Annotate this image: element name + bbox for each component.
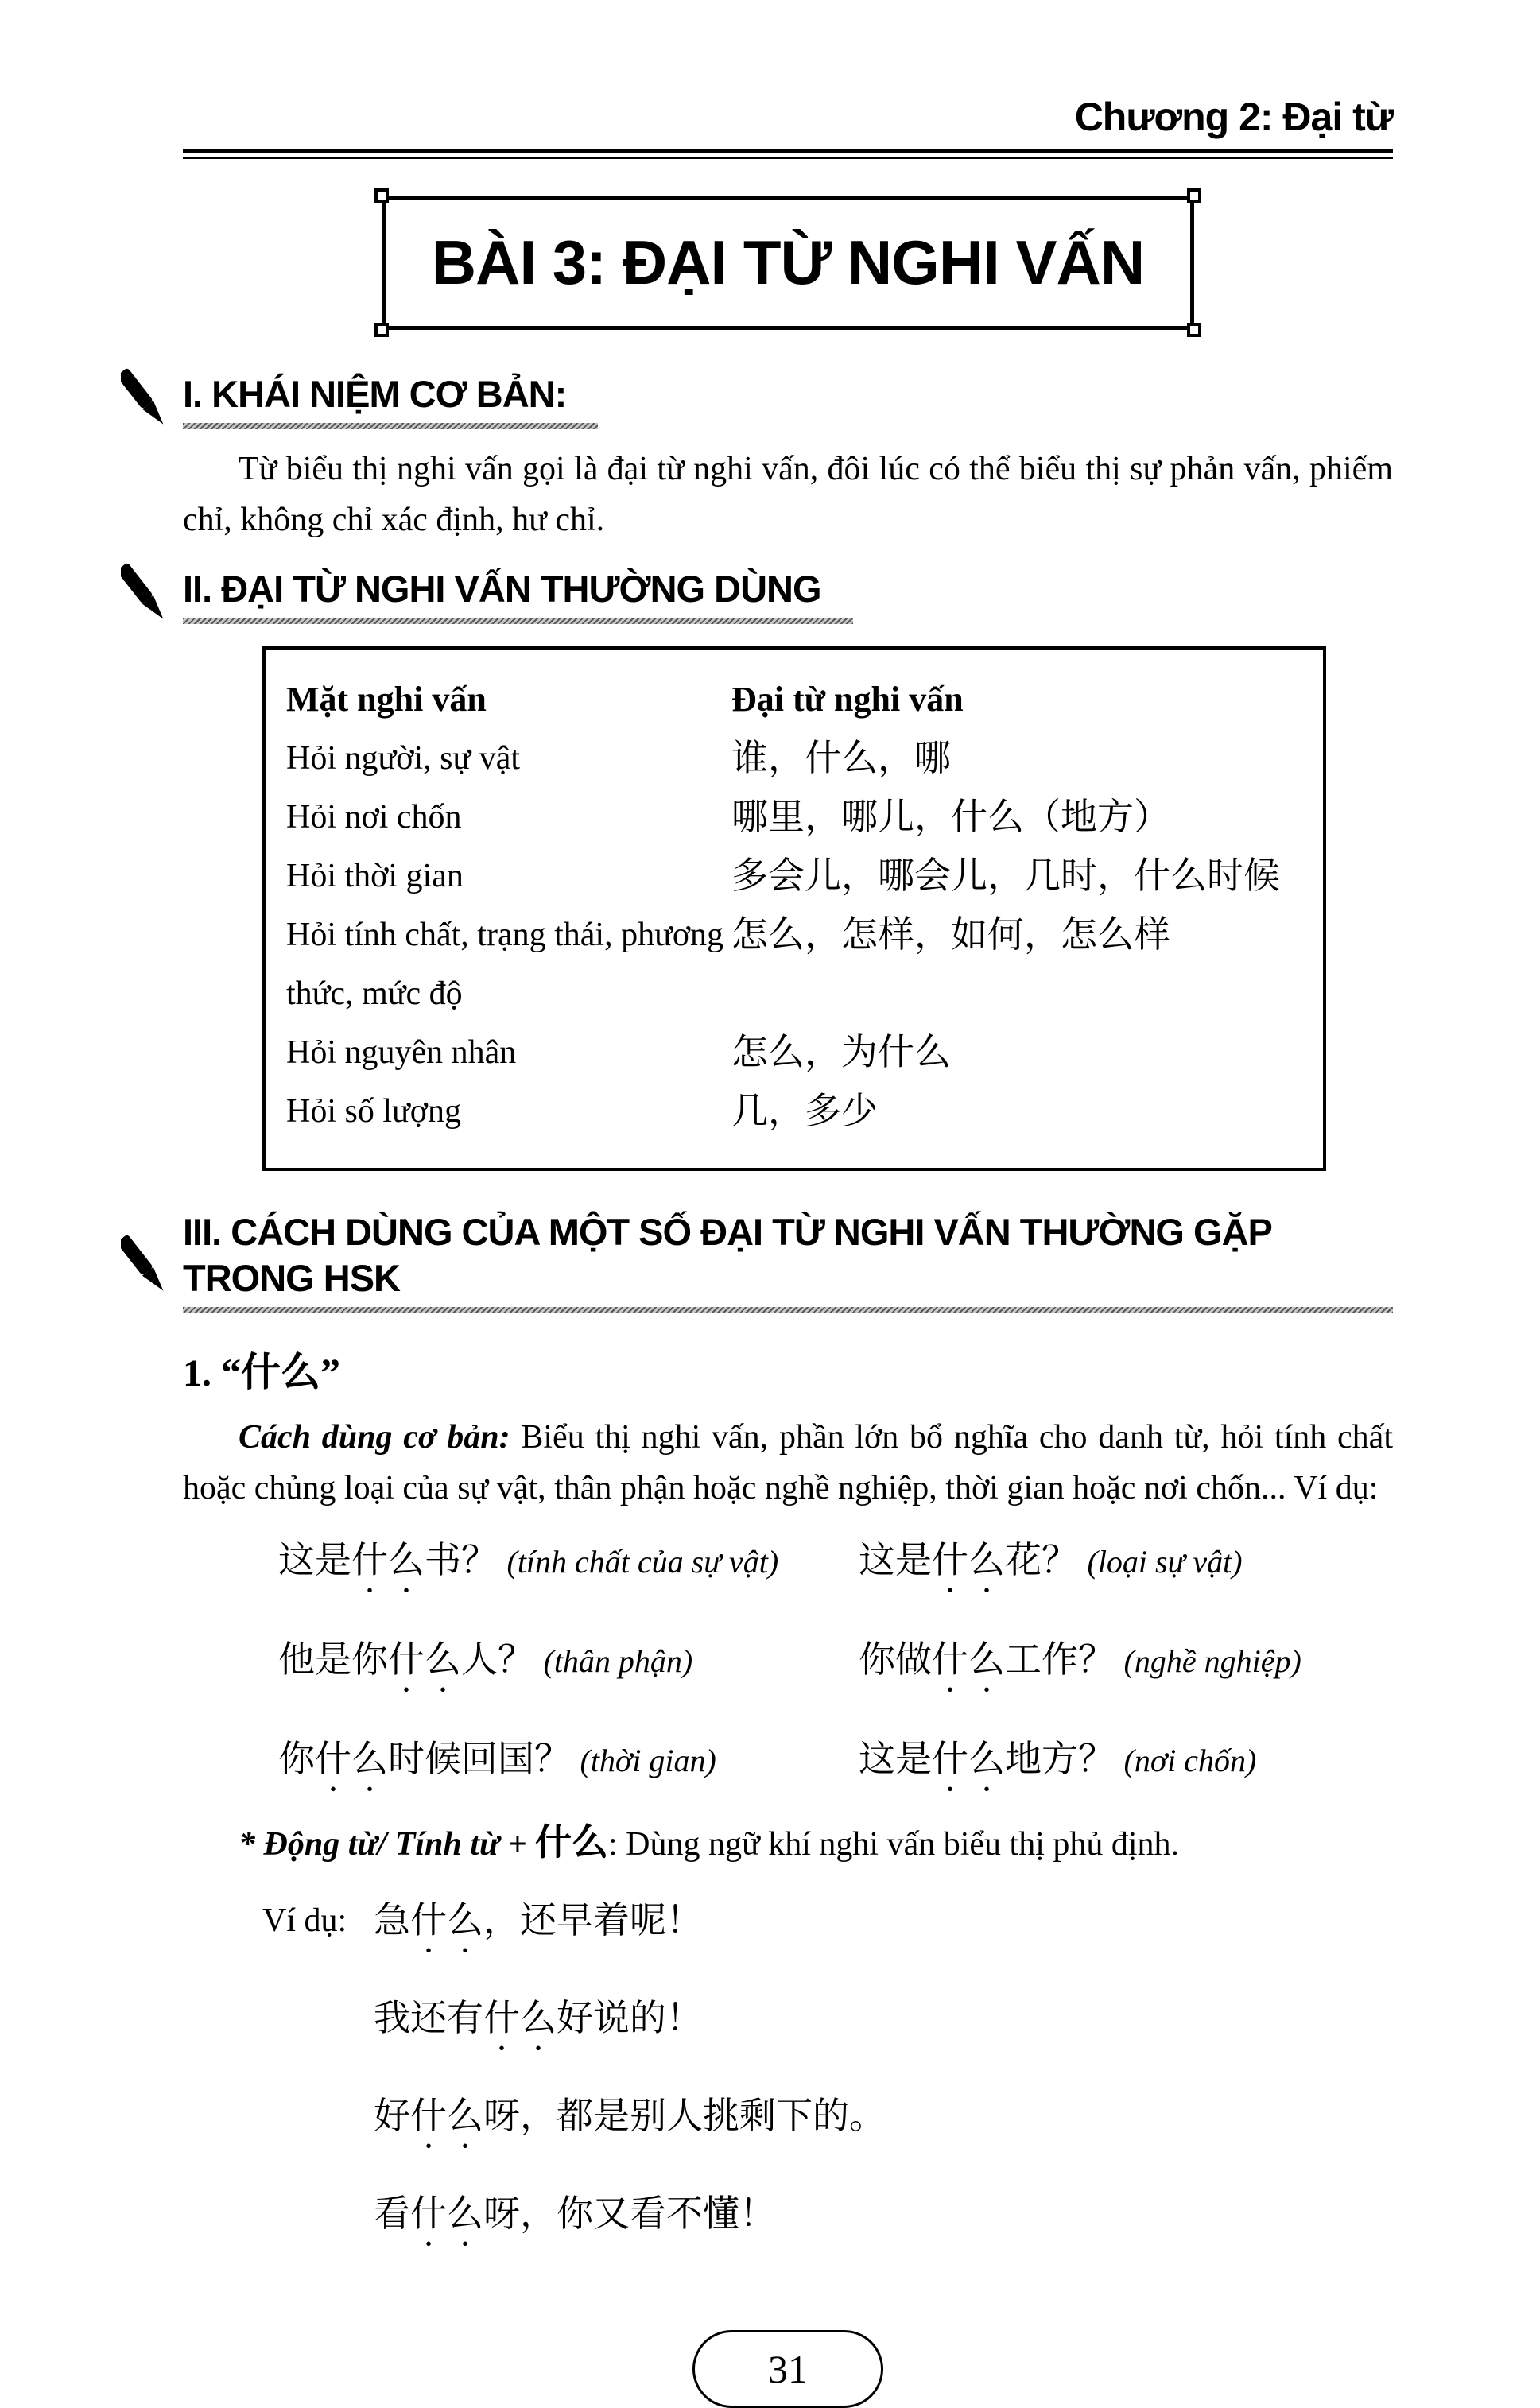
example-item: [278, 1634, 859, 1700]
table-row: [286, 847, 1307, 905]
chinese-text: 这是: [859, 1540, 932, 1580]
vidu-label: Ví dụ:: [262, 1902, 347, 1939]
example-row: [278, 1733, 1393, 1799]
chinese-emphasized: 什么: [932, 1739, 1005, 1779]
section-3-title-line1: III. CÁCH DÙNG CỦA MỘT SỐ ĐẠI TỪ NGHI VẤN THƯỜNG GẶP: [183, 1210, 1272, 1253]
chinese-text: 他是你: [278, 1639, 388, 1680]
indent-spacer: [262, 2088, 374, 2156]
section-2-title: II. ĐẠI TỪ NGHI VẤN THƯỜNG DÙNG: [183, 567, 821, 610]
example-item: [278, 1733, 859, 1799]
chinese-emphasized: 什么: [410, 2193, 483, 2234]
example-item: [278, 1534, 859, 1600]
section-3-title-line2: TRONG HSK: [183, 1257, 400, 1300]
table-cell: Hỏi số lượng: [286, 1092, 461, 1130]
lesson-title-box: [382, 196, 1194, 330]
table-cell: 谁，什么，哪: [731, 737, 951, 778]
star-rule-text: : Dùng ngữ khí nghi vấn biểu thị phủ định.: [608, 1826, 1180, 1863]
section-underline: [183, 618, 853, 624]
chinese-text: 好什么呀，都是别人挑剩下的。: [374, 2095, 886, 2136]
table-row: [286, 1023, 1307, 1082]
table-cell: 几，多少: [731, 1090, 878, 1131]
table-cell: Hỏi nguyên nhân: [286, 1033, 517, 1071]
corner-ornament: [374, 188, 389, 203]
chinese-emphasized: 什么: [315, 1739, 388, 1779]
chinese-emphasized: 什么: [410, 2095, 483, 2136]
example-row: [278, 1534, 1393, 1600]
vidu-example: [262, 1991, 1393, 2058]
star-rule-label: * Động từ/ Tính từ +: [239, 1826, 535, 1863]
indent-spacer: [262, 1991, 374, 2058]
chinese-text: 花？: [1005, 1540, 1078, 1580]
chinese-emphasized: 什么: [483, 1997, 557, 2038]
example-grid: [278, 1534, 1393, 1799]
page-number: 31: [768, 2346, 808, 2391]
table-cell: Hỏi tính chất, trạng thái, phương thức, mức độ: [286, 916, 724, 1012]
table-cell: Hỏi thời gian: [286, 857, 464, 894]
indent-spacer: [262, 2186, 374, 2254]
pen-nib-icon: [121, 1233, 170, 1305]
table-header-row: [286, 670, 1307, 729]
header-double-rule: [183, 149, 1393, 159]
example-note: (thời gian): [580, 1743, 716, 1778]
item-1-term: “什么”: [221, 1350, 340, 1394]
example-note: (nơi chốn): [1123, 1743, 1257, 1778]
example-note: (nghề nghiệp): [1123, 1643, 1301, 1679]
section-1-paragraph: Từ biểu thị nghi vấn gọi là đại từ nghi vấn, đôi lúc có thể biểu thị sự phản vấn, phiếm chỉ, không chỉ xác định, hư chỉ.: [183, 450, 1393, 538]
section-1-title: I. KHÁI NIỆM CƠ BẢN:: [183, 373, 567, 415]
table-cell: 哪里，哪儿，什么（地方）: [731, 796, 1170, 837]
table-row: [286, 1082, 1307, 1141]
chinese-emphasized: 什么: [388, 1639, 461, 1680]
chapter-title: Chương 2: Đại từ: [1074, 95, 1393, 139]
usage-label: Cách dùng cơ bản:: [239, 1419, 510, 1456]
table-header-cell: Mặt nghi vấn: [286, 679, 487, 719]
star-rule: [239, 1813, 1393, 1872]
vidu-example: [262, 2186, 1393, 2254]
pronoun-table: [262, 646, 1326, 1171]
table-cell: 怎么，为什么: [731, 1031, 951, 1072]
corner-ornament: [1187, 323, 1201, 337]
chinese-text: 急什么，还早着呢！: [374, 1899, 703, 1941]
running-header: [183, 94, 1393, 140]
chinese-emphasized: 什么: [932, 1540, 1005, 1580]
chinese-emphasized: 什么: [410, 1899, 483, 1941]
example-item: [859, 1634, 1393, 1700]
example-item: [859, 1733, 1393, 1799]
chinese-text: 人？: [461, 1639, 534, 1680]
section-underline: [183, 423, 598, 429]
section-underline: [183, 1307, 1393, 1313]
section-3-heading: [183, 1209, 1393, 1314]
chinese-text: 你: [278, 1739, 315, 1779]
example-row: [278, 1634, 1393, 1700]
chinese-text: 你做: [859, 1639, 932, 1680]
chinese-text: 工作？: [1005, 1639, 1115, 1680]
chinese-text: 看什么呀，你又看不懂！: [374, 2193, 776, 2234]
usage-paragraph: [183, 1412, 1393, 1514]
chinese-text: 这是: [278, 1540, 351, 1580]
example-note: (loại sự vật): [1087, 1544, 1243, 1580]
corner-ornament: [1187, 188, 1201, 203]
vidu-example: [262, 2088, 1393, 2156]
chinese-emphasized: 什么: [932, 1639, 1005, 1680]
table-cell: Hỏi người, sự vật: [286, 739, 521, 777]
pen-nib-icon: [121, 561, 170, 634]
table-header-cell: Đại từ nghi vấn: [731, 679, 964, 719]
item-1-number: 1.: [183, 1352, 211, 1394]
table-row: [286, 788, 1307, 847]
example-note: (thân phận): [543, 1643, 693, 1679]
table-row: [286, 729, 1307, 788]
chinese-emphasized: 什么: [351, 1540, 425, 1580]
chinese-text: 我还有什么好说的！: [374, 1997, 703, 2038]
chinese-text: 地方？: [1005, 1739, 1115, 1779]
example-item: [859, 1534, 1393, 1600]
table-cell: 怎么，怎样，如何，怎么样: [731, 913, 1170, 955]
item-1-heading: [183, 1340, 1393, 1398]
corner-ornament: [374, 323, 389, 337]
chinese-text: 时候回国？: [388, 1739, 571, 1779]
pen-nib-icon: [121, 366, 170, 439]
star-rule-term: 什么: [535, 1822, 608, 1863]
chinese-text: 书？: [425, 1540, 498, 1580]
chinese-text: 这是: [859, 1739, 932, 1779]
table-cell: Hỏi nơi chốn: [286, 798, 462, 836]
section-2-heading: [183, 566, 1393, 624]
page-number-badge: [692, 2330, 883, 2408]
lesson-title: BÀI 3: ĐẠI TỪ NGHI VẤN: [431, 227, 1145, 297]
example-note: (tính chất của sự vật): [506, 1544, 779, 1580]
vidu-block: [262, 1893, 1393, 2254]
vidu-example: [262, 1893, 1393, 1960]
section-1-heading: [183, 371, 1393, 429]
table-row: [286, 905, 1307, 1023]
table-cell: 多会儿，哪会儿，几时，什么时候: [731, 855, 1280, 896]
usage-text: Biểu thị nghi vấn, phần lớn bổ nghĩa cho danh từ, hỏi tính chất hoặc chủng loại của sự vật, thân phận hoặc nghề nghiệp, thời gian hoặc nơi chốn... Ví dụ:: [183, 1419, 1393, 1506]
